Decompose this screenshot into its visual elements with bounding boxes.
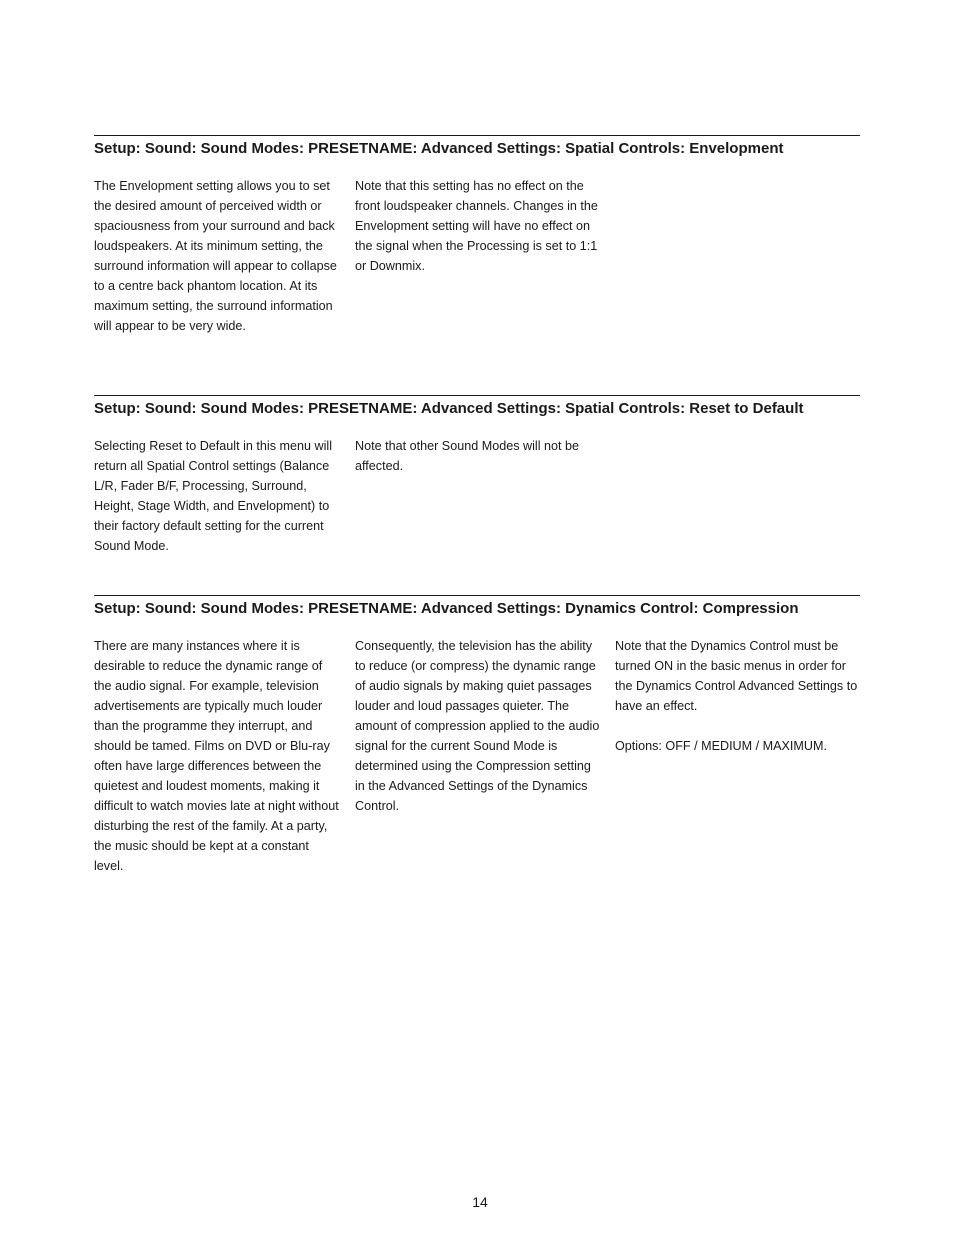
paragraph: Consequently, the television has the ability to reduce (or compress) the dynamic range of audio signals by making quiet passages louder and loud passages quieter. The amount of compression applied to the audio signal for the current Sound Mode is determined using the Compression setting in the Advanced Settings of the Dynamics Control. — [355, 639, 600, 813]
text-column-1 — [94, 636, 340, 876]
paragraph: Note that other Sound Modes will not be affected. — [355, 439, 580, 473]
section-heading: Setup: Sound: Sound Modes: PRESETNAME: Advanced Settings: Spatial Controls: Envelopment — [94, 140, 784, 157]
options-paragraph: Options: OFF / MEDIUM / MAXIMUM. — [615, 739, 828, 753]
text-column-1 — [94, 436, 340, 556]
section-heading: Setup: Sound: Sound Modes: PRESETNAME: Advanced Settings: Dynamics Control: Compression — [94, 600, 799, 617]
paragraph: Note that this setting has no effect on the front loudspeaker channels. Changes in the Envelopment setting will have no effect on the signal when the Processing is set to 1:1 or Downmix. — [355, 179, 598, 273]
paragraph: Selecting Reset to Default in this menu will return all Spatial Control settings (Balance L/R, Fader B/F, Processing, Surround, Height, Stage Width, and Envelopment) to their factory default setting for the current Sound Mode. — [94, 439, 332, 553]
page-number: 14 — [472, 1194, 488, 1210]
paragraph: Note that the Dynamics Control must be turned ON in the basic menus in order for the Dynamics Control Advanced Settings to have an effect. — [615, 639, 858, 713]
text-column-2 — [355, 436, 601, 476]
paragraph: The Envelopment setting allows you to set the desired amount of perceived width or spaciousness from your surround and back loudspeakers. At its minimum setting, the surround information will appear to collapse to a centre back phantom location. At its maximum setting, the surround information will appear to be very wide. — [94, 179, 337, 333]
section-reset-to-default — [94, 395, 860, 553]
section-compression — [94, 595, 860, 873]
text-column-2 — [355, 176, 601, 276]
section-heading: Setup: Sound: Sound Modes: PRESETNAME: Advanced Settings: Spatial Controls: Reset to Default — [94, 400, 804, 417]
text-column-2 — [355, 636, 601, 816]
section-divider — [94, 595, 860, 596]
text-column-1 — [94, 176, 340, 336]
section-divider — [94, 135, 860, 136]
section-divider — [94, 395, 860, 396]
paragraph: There are many instances where it is desirable to reduce the dynamic range of the audio signal. For example, television advertisements are typically much louder than the programme they interrupt, and should be tamed. Films on DVD or Blu-ray often have large differences between the quietest and loudest moments, making it difficult to watch movies late at night without disturbing the rest of the family. At a party, the music should be kept at a constant level. — [94, 639, 339, 873]
text-column-3 — [615, 636, 861, 756]
section-envelopment — [94, 135, 860, 333]
